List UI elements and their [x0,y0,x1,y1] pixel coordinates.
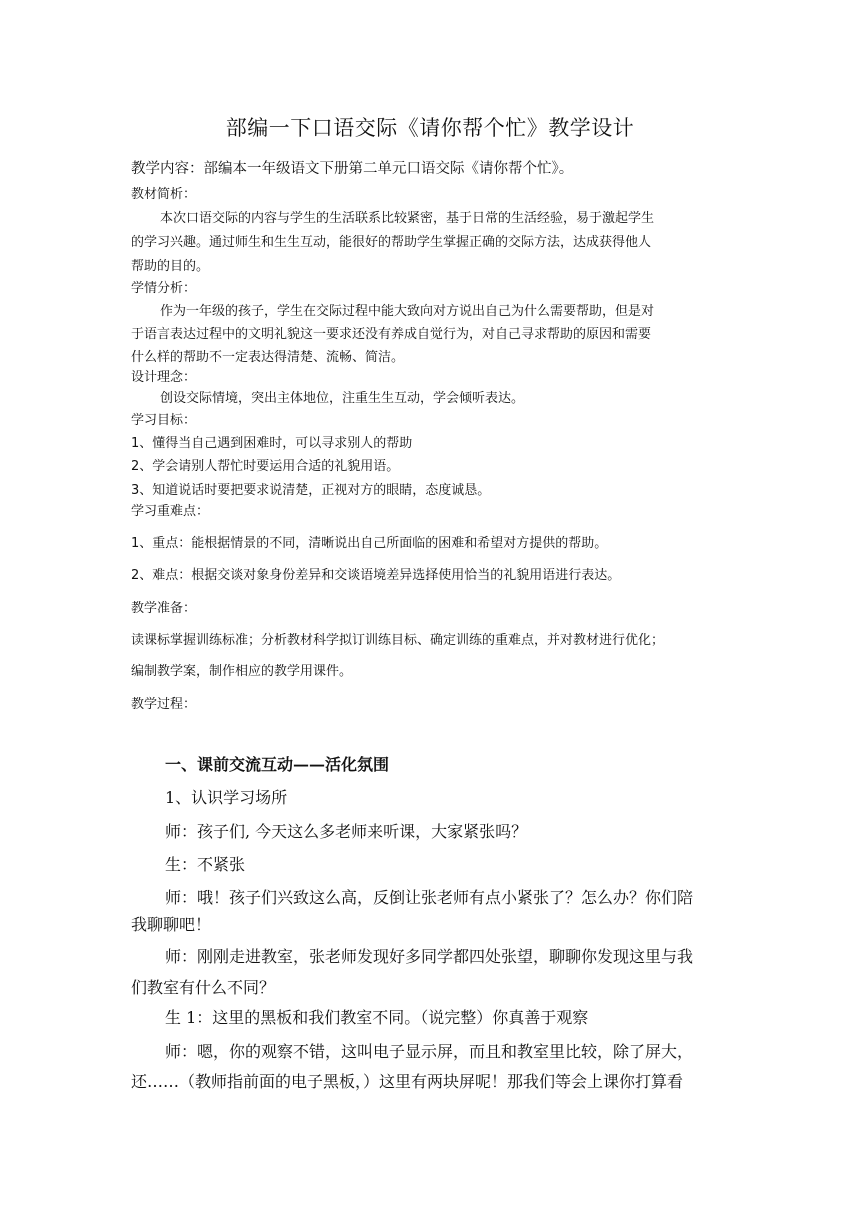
section1-line: 1、认识学习场所 [165,788,288,807]
students-heading: 学情分析： [131,281,197,296]
analysis-line: 帮助的目的。 [131,259,210,274]
concept-heading: 设计理念： [131,370,197,385]
key-point-item: 1、重点：能根据情景的不同，清晰说出自己所面临的困难和希望对方提供的帮助。 [131,536,608,551]
goals-heading: 学习目标： [131,413,197,428]
concept-line: 创设交际情境，突出主体地位，注重生生互动，学会倾听表达。 [160,391,525,406]
section1-line: 们教室有什么不同？ [131,978,276,997]
section1-line: 师：刚刚走进教室，张老师发现好多同学都四处张望，聊聊你发现这里与我 [165,947,694,966]
preparation-heading: 教学准备： [131,601,197,616]
section1-line: 师：嗯，你的观察不错，这叫电子显示屏，而且和教室里比较，除了屏大， [165,1042,694,1061]
document-title: 部编一下口语交际《请你帮个忙》教学设计 [225,116,635,140]
analysis-heading: 教材简析： [131,187,197,202]
preparation-line: 编制教学案，制作相应的教学用课件。 [131,664,353,679]
teaching-content: 教学内容：部编本一年级语文下册第二单元口语交际《请你帮个忙》。 [131,161,574,177]
analysis-line: 的学习兴趣。通过师生和生生互动，能很好的帮助学生掌握正确的交际方法，达成获得他人 [131,235,652,250]
section1-line: 生：不紧张 [165,855,246,874]
analysis-line: 本次口语交际的内容与学生的生活联系比较紧密，基于日常的生活经验，易于激起学生 [160,211,655,226]
section1-line: 我聊聊吧！ [131,915,212,934]
students-line: 作为一年级的孩子，学生在交际过程中能大致向对方说出自己为什么需要帮助，但是对 [160,304,655,319]
key-points-heading: 学习重难点： [131,504,210,519]
key-point-item: 2、难点：根据交谈对象身份差异和交谈语境差异选择使用恰当的礼貌用语进行表达。 [131,568,621,583]
students-line: 什么样的帮助不一定表达得清楚、流畅、简洁。 [131,350,405,365]
section1-line: 师：孩子们, 今天这么多老师来听课，大家紧张吗？ [165,822,528,841]
preparation-line: 读课标掌握训练标准；分析教材科学拟订训练目标、确定训练的重难点，并对教材进行优化； [131,633,665,648]
section1-line: 还……（教师指前面的电子黑板，）这里有两块屏呢！那我们等会上课你打算看 [131,1072,684,1091]
process-heading: 教学过程： [131,697,197,712]
goal-item: 1、懂得当自己遇到困难时，可以寻求别人的帮助 [131,436,413,451]
goal-item: 3、知道说话时要把要求说清楚，正视对方的眼睛，态度诚恳。 [131,483,491,498]
section1-heading: 一、课前交流互动——活化氛围 [165,755,390,774]
students-line: 于语言表达过程中的文明礼貌这一要求还没有养成自觉行为，对自己寻求帮助的原因和需要 [131,327,652,342]
goal-item: 2、学会请别人帮忙时要运用合适的礼貌用语。 [131,459,400,474]
section1-line: 师：哦！孩子们兴致这么高，反倒让张老师有点小紧张了？怎么办？你们陪 [165,888,694,907]
section1-line: 生 1：这里的黑板和我们教室不同。（说完整）你真善于观察 [165,1008,589,1027]
